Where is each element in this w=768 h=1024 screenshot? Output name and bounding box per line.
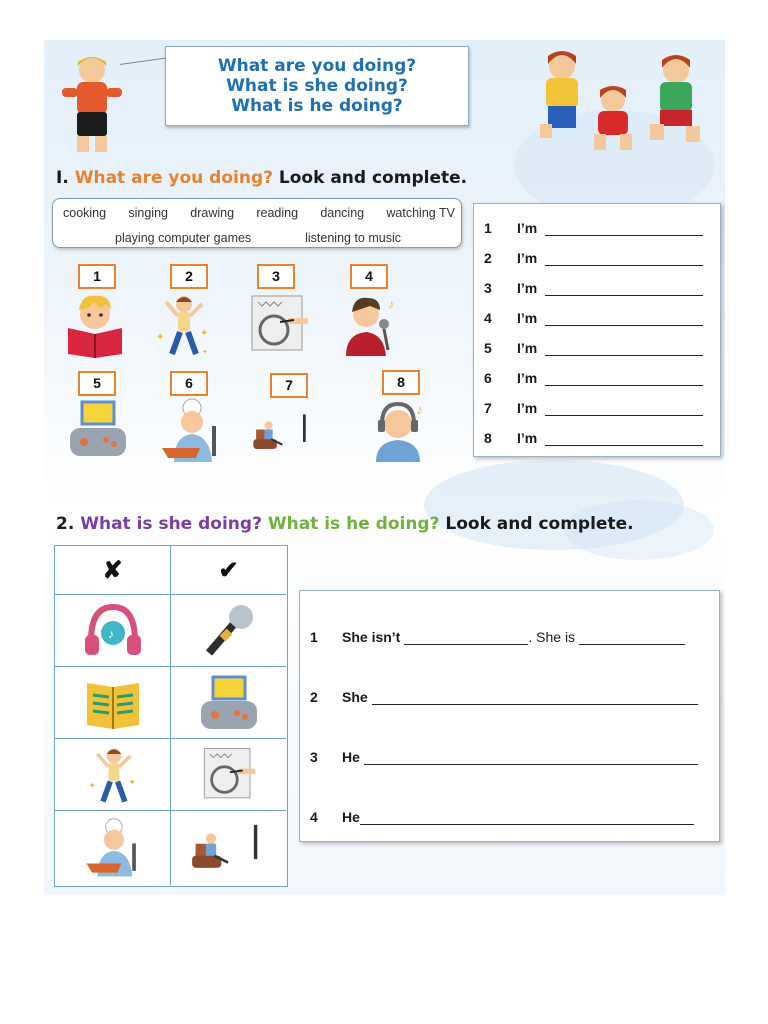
cooking-chef-icon <box>81 816 145 880</box>
svg-text:♪: ♪ <box>416 401 423 417</box>
microphone-icon <box>197 601 261 661</box>
section1-question: What are you doing? <box>74 168 273 188</box>
picture-number-5: 5 <box>78 371 116 396</box>
answer-row-7: 7 I’m <box>484 396 703 416</box>
svg-text:✦: ✦ <box>202 349 208 356</box>
table-cell <box>55 667 171 739</box>
svg-text:♪: ♪ <box>107 626 114 641</box>
table-header-cross <box>55 546 171 595</box>
answer-line-2[interactable] <box>545 251 703 266</box>
book-icon <box>81 673 145 733</box>
check-icon: ✔ <box>218 556 239 584</box>
worksheet <box>44 40 725 895</box>
word-drawing: drawing <box>190 206 235 220</box>
dancing-man-icon <box>152 290 214 360</box>
picture-number-7: 7 <box>270 373 308 398</box>
svg-text:✦: ✦ <box>200 328 209 339</box>
answer-row-4: 4 I’m <box>484 306 703 326</box>
sentence-3-blank[interactable] <box>364 750 698 765</box>
reading-boy-icon <box>64 290 126 360</box>
table-cell <box>171 739 286 811</box>
word-listening-music: listening to music <box>305 231 401 245</box>
doll-figure-icon <box>54 52 132 158</box>
sentence-1-blank-b[interactable] <box>579 630 685 645</box>
answer-row-3: 3 I’m <box>484 276 703 296</box>
word-dancing: dancing <box>320 206 365 220</box>
section2-heading <box>56 514 634 534</box>
table-header-tick <box>171 546 286 595</box>
word-playing-games: playing computer games <box>115 231 252 245</box>
answer-row-5: 5 I’m <box>484 336 703 356</box>
table-cell <box>171 811 286 885</box>
section2-instruction: Look and complete. <box>445 514 634 534</box>
drawing-hand-icon <box>248 290 310 360</box>
word-bank <box>52 198 462 248</box>
answer-row-6: 6 I’m <box>484 366 703 386</box>
drawing-hand-icon <box>197 743 261 807</box>
sentence-4-blank[interactable] <box>360 810 694 825</box>
activity-table <box>54 545 288 887</box>
watching-tv-icon <box>252 398 314 468</box>
answer-panel-2 <box>299 590 720 842</box>
section1-instruction: Look and complete. <box>278 168 468 188</box>
sentence-row-1: 1 She isn’t . She is <box>310 625 685 645</box>
cooking-chef-icon <box>160 396 222 466</box>
game-controller-icon <box>197 673 261 733</box>
section1-number: I. <box>56 168 69 188</box>
picture-number-4: 4 <box>350 264 388 289</box>
answer-line-1[interactable] <box>545 221 703 236</box>
picture-number-6: 6 <box>170 371 208 396</box>
sentence-row-4: 4 He <box>310 805 694 825</box>
answer-row-2: 2 I’m <box>484 246 703 266</box>
section1-heading <box>56 168 467 188</box>
title-line-1: What are you doing? <box>217 56 417 76</box>
answer-panel-1 <box>473 203 721 457</box>
game-controller-icon <box>66 396 128 466</box>
table-cell <box>55 811 171 885</box>
svg-text:✦: ✦ <box>128 776 136 787</box>
section2-number: 2. <box>56 514 75 534</box>
picture-number-3: 3 <box>257 264 295 289</box>
picture-number-1: 1 <box>78 264 116 289</box>
sentence-1-blank-a[interactable] <box>404 630 528 645</box>
picture-number-2: 2 <box>170 264 208 289</box>
answer-line-8[interactable] <box>545 431 703 446</box>
answer-line-7[interactable] <box>545 401 703 416</box>
word-cooking: cooking <box>63 206 107 220</box>
answer-row-8: 8 I’m <box>484 426 703 446</box>
section2-question-he: What is he doing? <box>267 514 440 534</box>
svg-text:♪: ♪ <box>388 297 394 311</box>
singing-boy-icon <box>340 290 402 360</box>
sentence-row-2: 2 She <box>310 685 698 705</box>
answer-line-6[interactable] <box>545 371 703 386</box>
table-cell <box>55 595 171 667</box>
svg-text:✦: ✦ <box>87 780 96 791</box>
table-cell <box>171 595 286 667</box>
section2-question-she: What is she doing? <box>80 514 262 534</box>
title-box <box>165 46 469 126</box>
picture-number-8: 8 <box>382 370 420 395</box>
dolls-group-icon <box>510 44 720 160</box>
cross-icon: ✘ <box>102 556 123 584</box>
answer-row-1: 1 I’m <box>484 216 703 236</box>
answer-line-4[interactable] <box>545 311 703 326</box>
title-line-2: What is she doing? <box>226 76 408 96</box>
watching-tv-icon <box>189 818 269 878</box>
headphones-icon <box>81 601 145 661</box>
listening-music-icon <box>370 396 432 466</box>
table-cell <box>171 667 286 739</box>
svg-text:✦: ✦ <box>156 332 165 343</box>
word-reading: reading <box>256 206 299 220</box>
sentence-2-blank[interactable] <box>372 690 698 705</box>
table-cell <box>55 739 171 811</box>
dancing-man-icon <box>81 743 145 807</box>
word-watching-tv: watching TV <box>386 206 455 220</box>
answer-line-3[interactable] <box>545 281 703 296</box>
title-line-3: What is he doing? <box>231 96 403 116</box>
word-singing: singing <box>128 206 168 220</box>
answer-line-5[interactable] <box>545 341 703 356</box>
sentence-row-3: 3 He <box>310 745 698 765</box>
